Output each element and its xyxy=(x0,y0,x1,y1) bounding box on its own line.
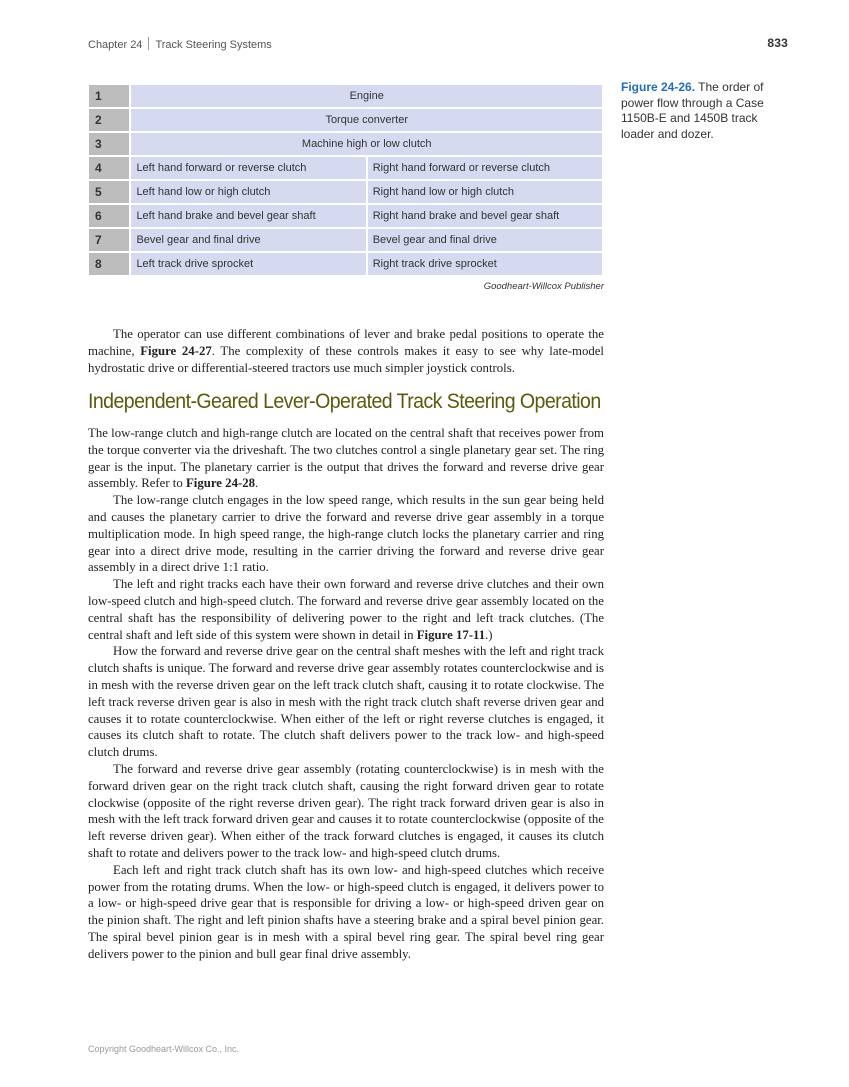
page-number: 833 xyxy=(767,36,788,50)
paragraph xyxy=(88,425,604,492)
table-row xyxy=(88,84,603,108)
row-number: 1 xyxy=(88,84,130,108)
row-number: 2 xyxy=(88,108,130,132)
power-flow-table xyxy=(87,83,604,277)
chapter-title: Track Steering Systems xyxy=(155,39,272,51)
right-cell: Right track drive sprocket xyxy=(367,252,603,276)
paragraph: How the forward and reverse drive gear on the central shaft meshes with the left and right track clutch shafts is unique. The forward and reverse drive gear assembly rotates counterclockwise and is in mesh with the reverse driven gear on the left track clutch shaft, causing it to rotate clockwise. The left track reverse driven gear is also in mesh with the right track clutch shaft reverse driven gear and causes it to rotate counterclockwise. When either of the left or right reverse clutches is engaged, it causes its clutch shaft to rotate. The clutch shaft delivers power to the track low- and high-speed clutch drums. xyxy=(88,644,604,760)
table-row xyxy=(88,252,603,276)
row-number: 4 xyxy=(88,156,130,180)
figure-reference: Figure 24-28 xyxy=(185,476,256,491)
left-cell: Left hand forward or reverse clutch xyxy=(130,156,366,180)
row-number: 3 xyxy=(88,132,130,156)
table-cell: Torque converter xyxy=(130,108,603,132)
table-cell: Engine xyxy=(130,84,603,108)
left-cell: Bevel gear and final drive xyxy=(130,228,366,252)
right-cell: Right hand low or high clutch xyxy=(367,180,603,204)
left-cell: Left hand brake and bevel gear shaft xyxy=(130,204,366,228)
right-cell: Bevel gear and final drive xyxy=(367,228,603,252)
left-cell: Left track drive sprocket xyxy=(130,252,366,276)
paragraph xyxy=(88,576,604,643)
header-divider xyxy=(148,37,149,50)
caption-text: The order of power flow through a Case 1150B-E and 1450B track loader and dozer. xyxy=(621,80,764,141)
right-cell: Right hand forward or reverse clutch xyxy=(367,156,603,180)
left-cell: Left hand low or high clutch xyxy=(130,180,366,204)
figure-reference: Figure 24-27 xyxy=(140,343,212,358)
running-header xyxy=(88,37,788,53)
table-row xyxy=(88,156,603,180)
figure-credit: Goodheart-Willcox Publisher xyxy=(483,281,604,292)
copyright-footer: Copyright Goodheart-Willcox Co., Inc. xyxy=(88,1044,240,1054)
table-row xyxy=(88,108,603,132)
row-number: 8 xyxy=(88,252,130,276)
right-cell: Right hand brake and bevel gear shaft xyxy=(367,204,603,228)
table-row xyxy=(88,132,603,156)
figure-label: Figure 24-26. xyxy=(621,80,696,94)
table-row xyxy=(88,180,603,204)
text-run: . xyxy=(255,476,259,491)
figure-caption xyxy=(621,80,791,142)
row-number: 7 xyxy=(88,228,130,252)
text-run: .) xyxy=(485,627,493,642)
chapter-number: Chapter 24 xyxy=(88,39,143,51)
row-number: 5 xyxy=(88,180,130,204)
paragraph: Each left and right track clutch shaft has its own low- and high-speed clutches which receive power from the rotating drums. When the low- or high-speed clutch is engaged, it delivers power to a low- or high-speed drive gear that is responsible for driving a low- or high-speed driven gear on the pinion shaft. The right and left pinion shafts have a steering brake and a spiral bevel pinion gear. The spiral bevel pinion gear is in mesh with a spiral bevel ring gear. The spiral bevel ring gear delivers power to the pinion and bull gear final drive assembly. xyxy=(88,862,604,961)
intro-text xyxy=(88,326,604,376)
table-row xyxy=(88,204,603,228)
text-run: The left and right tracks each have their own forward and reverse drive clutches and their own low-speed clutch and high-speed clutch. The forward and reverse drive gear assembly located on the central shaft has the responsibility of delivering power to the right and left track clutches. (The central shaft and left side of this system were shown in detail in xyxy=(88,577,604,642)
text-run: The operator can use different combinations of lever and brake pedal positions to operate the machine, xyxy=(88,327,604,358)
text-run: . The complexity of these controls makes it easy to see why late-model hydrostatic drive or differential-steered tractors use much simpler joystick controls. xyxy=(88,343,604,375)
paragraph: The low-range clutch engages in the low speed range, which results in the sun gear being held and causes the planetary carrier to drive the forward and reverse drive gear assembly in a torque multiplication mode. In high speed range, the high-range clutch locks the planetary carrier and ring gear into a direct drive mode, resulting in the carrier driving the forward and reverse drive gear assembly in a direct drive 1:1 ratio. xyxy=(88,493,604,575)
row-number: 6 xyxy=(88,204,130,228)
text-run: The low-range clutch and high-range clutch are located on the central shaft that receives power from the torque converter via the driveshaft. The two clutches control a single planetary gear set. The ring gear is the input. The planetary carrier is the output that drives the forward and reverse drive gear assembly. Refer to xyxy=(88,426,604,491)
paragraph xyxy=(88,326,604,376)
chapter-info xyxy=(88,37,272,51)
section-body xyxy=(88,425,604,963)
table-row xyxy=(88,228,603,252)
figure-reference: Figure 17-11 xyxy=(416,627,486,642)
paragraph: The forward and reverse drive gear assembly (rotating counterclockwise) is in mesh with the forward driven gear on the right track clutch shaft, causing the right forward driven gear to rotate clockwise (opposite of the right reverse driven gear). The right track forward driven gear is also in mesh with the left track forward driven gear and causes it to rotate counterclockwise (opposite of the left reverse driven gear). When either of the track forward clutches is engaged, it causes its clutch shaft to rotate and delivers power to the track low- and high-speed clutch drums. xyxy=(88,761,604,860)
section-heading: Independent-Geared Lever-Operated Track Steering Operation xyxy=(88,390,601,413)
table-cell: Machine high or low clutch xyxy=(130,132,603,156)
